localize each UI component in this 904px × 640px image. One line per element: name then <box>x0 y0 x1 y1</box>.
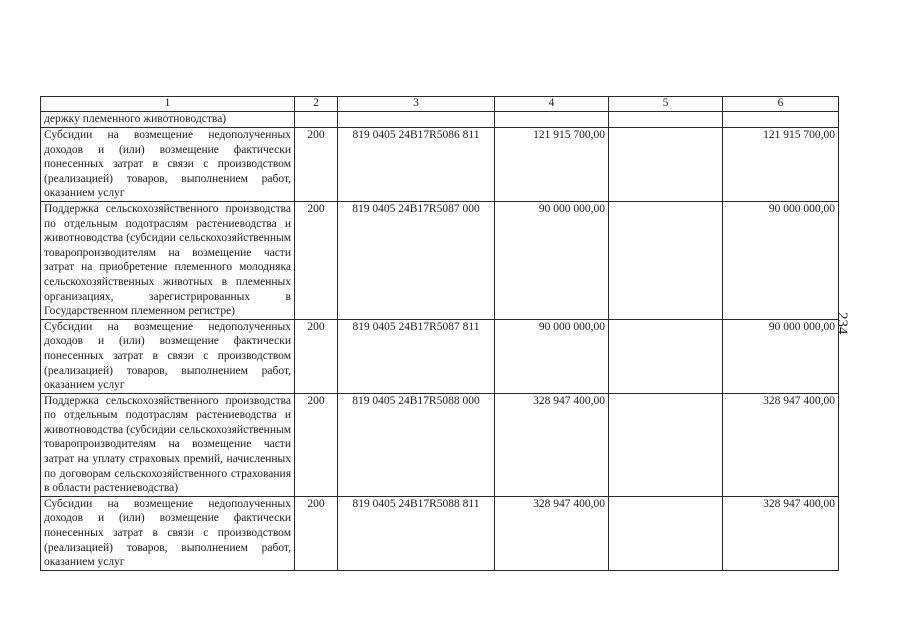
row-code: 200 <box>295 496 338 570</box>
page-number: 234 <box>834 312 850 335</box>
row-code: 200 <box>295 128 338 202</box>
table-row <box>41 496 839 570</box>
row-name: держку племенного животноводства) <box>41 112 295 128</box>
column-header-1: 1 <box>41 97 295 112</box>
row-amount: 90 000 000,00 <box>495 201 609 319</box>
row-total: 328 947 400,00 <box>723 393 839 496</box>
row-total: 121 915 700,00 <box>723 128 839 202</box>
table-row <box>41 393 839 496</box>
row-amount <box>495 112 609 128</box>
row-classification: 819 0405 24В17R5087 000 <box>338 201 495 319</box>
row-col5 <box>609 128 723 202</box>
row-code: 200 <box>295 201 338 319</box>
row-name: Субсидии на возмещение недополученных доходов и (или) возмещение фактически понесенных затрат в связи с производством (реализацией) товаров, выполнением работ, оказанием услуг <box>41 319 295 393</box>
row-amount: 328 947 400,00 <box>495 496 609 570</box>
row-classification: 819 0405 24В17R5086 811 <box>338 128 495 202</box>
row-name: Субсидии на возмещение недополученных доходов и (или) возмещение фактически понесенных затрат в связи с производством (реализацией) товаров, выполнением работ, оказанием услуг <box>41 128 295 202</box>
row-amount: 90 000 000,00 <box>495 319 609 393</box>
row-name: Субсидии на возмещение недополученных доходов и (или) возмещение фактически понесенных затрат в связи с производством (реализацией) товаров, выполнением работ, оказанием услуг <box>41 496 295 570</box>
row-classification: 819 0405 24В17R5087 811 <box>338 319 495 393</box>
row-col5 <box>609 319 723 393</box>
row-col5 <box>609 201 723 319</box>
row-total: 90 000 000,00 <box>723 319 839 393</box>
table-row <box>41 112 839 128</box>
table-row <box>41 201 839 319</box>
table-row <box>41 319 839 393</box>
row-classification <box>338 112 495 128</box>
column-header-6: 6 <box>723 97 839 112</box>
row-amount: 328 947 400,00 <box>495 393 609 496</box>
column-header-4: 4 <box>495 97 609 112</box>
row-code <box>295 112 338 128</box>
row-total: 328 947 400,00 <box>723 496 839 570</box>
row-amount: 121 915 700,00 <box>495 128 609 202</box>
row-name: Поддержка сельскохозяйственного производства по отдельным подотраслям растениеводства и животноводства (субсидии сельскохозяйственным товаропроизводителям на возмещение части затрат на уплату страховых премий, начисленных по договорам сельскохозяйственного страхования в области растениеводства) <box>41 393 295 496</box>
row-col5 <box>609 393 723 496</box>
budget-table <box>40 96 839 571</box>
table-header-row <box>41 97 839 112</box>
row-total <box>723 112 839 128</box>
row-col5 <box>609 496 723 570</box>
column-header-2: 2 <box>295 97 338 112</box>
row-name: Поддержка сельскохозяйственного производства по отдельным подотраслям растениеводства и животноводства (субсидии сельскохозяйственным товаропроизводителям на возмещение части затрат на приобретение племенного молодняка сельскохозяйственных животных в племенных организациях, зарегистрированных в Государственном племенном регистре) <box>41 201 295 319</box>
row-col5 <box>609 112 723 128</box>
column-header-5: 5 <box>609 97 723 112</box>
table-row <box>41 128 839 202</box>
column-header-3: 3 <box>338 97 495 112</box>
row-code: 200 <box>295 319 338 393</box>
row-classification: 819 0405 24В17R5088 811 <box>338 496 495 570</box>
row-total: 90 000 000,00 <box>723 201 839 319</box>
row-classification: 819 0405 24В17R5088 000 <box>338 393 495 496</box>
row-code: 200 <box>295 393 338 496</box>
